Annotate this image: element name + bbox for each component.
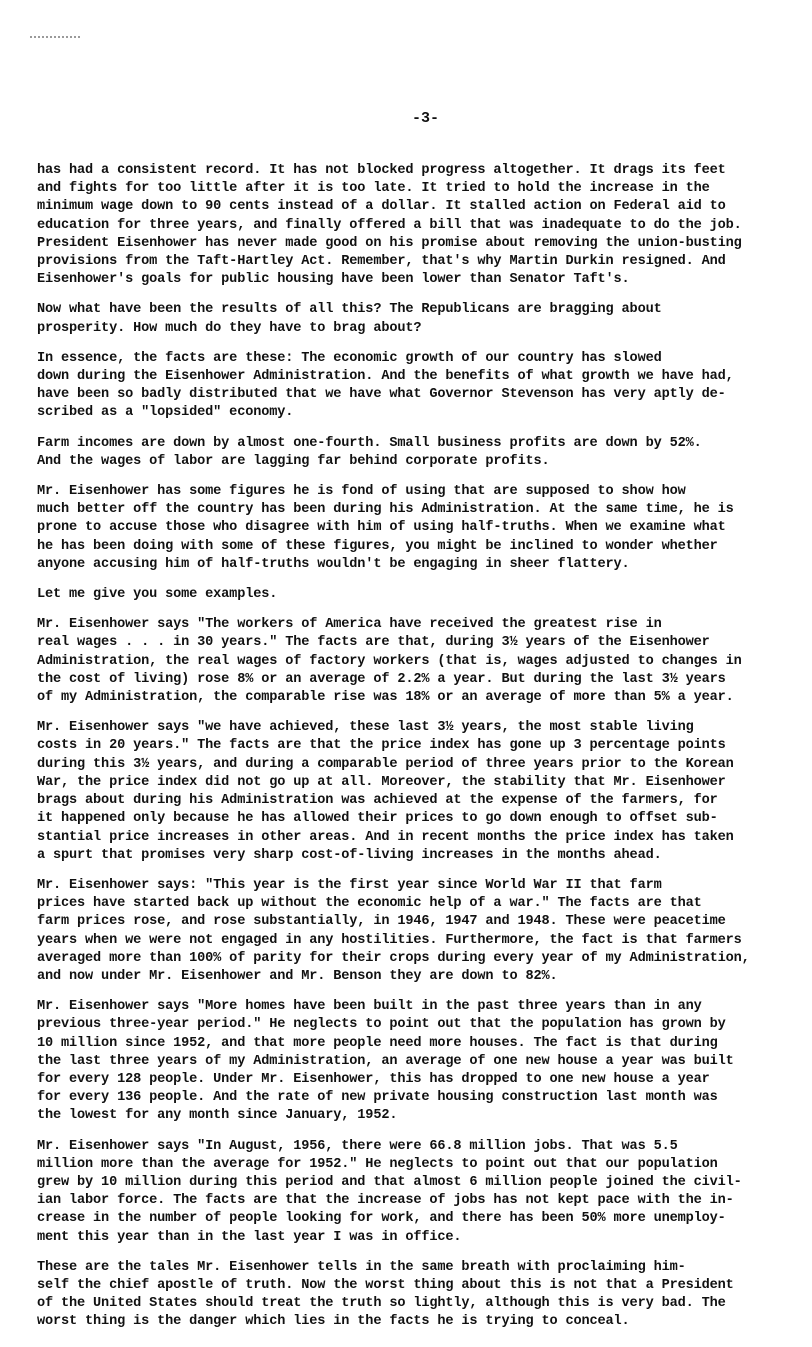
paragraph: has had a consistent record. It has not blocked progress altogether. It drags its feet and fights for too little after it is too late. It tried to hold the increase in the minimum wage down to 90 cents instead of a dollar. It stalled action on Federal aid to education for three years, and finally offered a bill that was inadequate to do the job. President Eisenhower has never made good on his promise about removing the union-busting provisions from the Taft-Hartley Act. Remember, that's why Martin Durkin resigned. And Eisenhower's goals for public housing have been lower than Senator Taft's. xyxy=(37,163,742,288)
paragraph: Mr. Eisenhower says "we have achieved, these last 3½ years, the most stable living costs in 20 years." The facts are that the price index has gone up 3 percentage points during this 3½ years, and during a comparable period of three years prior to the Korean War, the price index did not go up at all. Moreover, the stability that Mr. Eisenhower brags about during his Administration was achieved at the expense of the farmers, for it happened only because he has allowed their prices to go down enough to offset sub- stantial price increases in other areas. And in recent months the price index has taken a spurt that promises very sharp cost-of-living increases in the months ahead. xyxy=(37,720,734,863)
paragraph: In essence, the facts are these: The economic growth of our country has slowed down during the Eisenhower Administration. And the benefits of what growth we have had, have been so badly distributed that we have what Governor Stevenson has very aptly de- scribed as a "lopsided" economy. xyxy=(37,350,734,421)
paragraph: Mr. Eisenhower says "In August, 1956, there were 66.8 million jobs. That was 5.5 million more than the average for 1952." He neglects to point out that our population grew by 10 million during this period and that almost 6 million people joined the civil- ian labor force. The facts are that the increase of jobs has not kept pace with the in- crease in the number of people looking for work, and there has been 50% more unemploy- ment this year than in the last year I was in office. xyxy=(37,1138,742,1245)
paragraph: Now what have been the results of all this? The Republicans are bragging about prosperity. How much do they have to brag about? xyxy=(37,302,662,336)
scan-mark xyxy=(30,36,80,40)
paragraph: Mr. Eisenhower says "More homes have been built in the past three years than in any previous three-year period." He neglects to point out that the population has grown by 10 million since 1952, and that more people need more houses. The fact is that during the last three years of my Administration, an average of one new house a year was built for every 128 people. Under Mr. Eisenhower, this has dropped to one new house a year for every 136 people. And the rate of new private housing construction last month was the lowest for any month since January, 1952. xyxy=(37,999,734,1124)
paragraph: These are the tales Mr. Eisenhower tells in the same breath with proclaiming him- self the chief apostle of truth. Now the worst thing about this is not that a President of the United States should treat the truth so lightly, although this is very bad. The worst thing is the danger which lies in the facts he is trying to conceal. xyxy=(37,1259,734,1330)
paragraph: Mr. Eisenhower says: "This year is the first year since World War II that farm prices have started back up without the economic help of a war." The facts are that farm prices rose, and rose substantially, in 1946, 1947 and 1948. These were peacetime years when we were not engaged in any hostilities. Furthermore, the fact is that farmers averaged more than 100% of parity for their crops during every year of my Administration, and now under Mr. Eisenhower and Mr. Benson they are down to 82%. xyxy=(37,877,750,984)
page-number: -3- xyxy=(412,110,440,127)
paragraph: Farm incomes are down by almost one-fourth. Small business profits are down by 52%. And the wages of labor are lagging far behind corporate profits. xyxy=(37,435,702,469)
paragraph: Let me give you some examples. xyxy=(37,587,278,603)
paragraph: Mr. Eisenhower has some figures he is fond of using that are supposed to show how much better off the country has been during his Administration. At the same time, he is prone to accuse those who disagree with him of using half-truths. When we examine what he has been doing with some of these figures, you might be inclined to wonder whether anyone accusing him of half-truths wouldn't be engaging in sheer flattery. xyxy=(37,484,734,572)
paragraph: Mr. Eisenhower says "The workers of America have received the greatest rise in real wages . . . in 30 years." The facts are that, during 3½ years of the Eisenhower Administration, the real wages of factory workers (that is, wages adjusted to changes in the cost of living) rose 8% or an average of 2.2% a year. But during the last 3½ years of my Administration, the comparable rise was 18% or an average of more than 5% a year. xyxy=(37,617,742,706)
body-text xyxy=(37,162,807,1344)
